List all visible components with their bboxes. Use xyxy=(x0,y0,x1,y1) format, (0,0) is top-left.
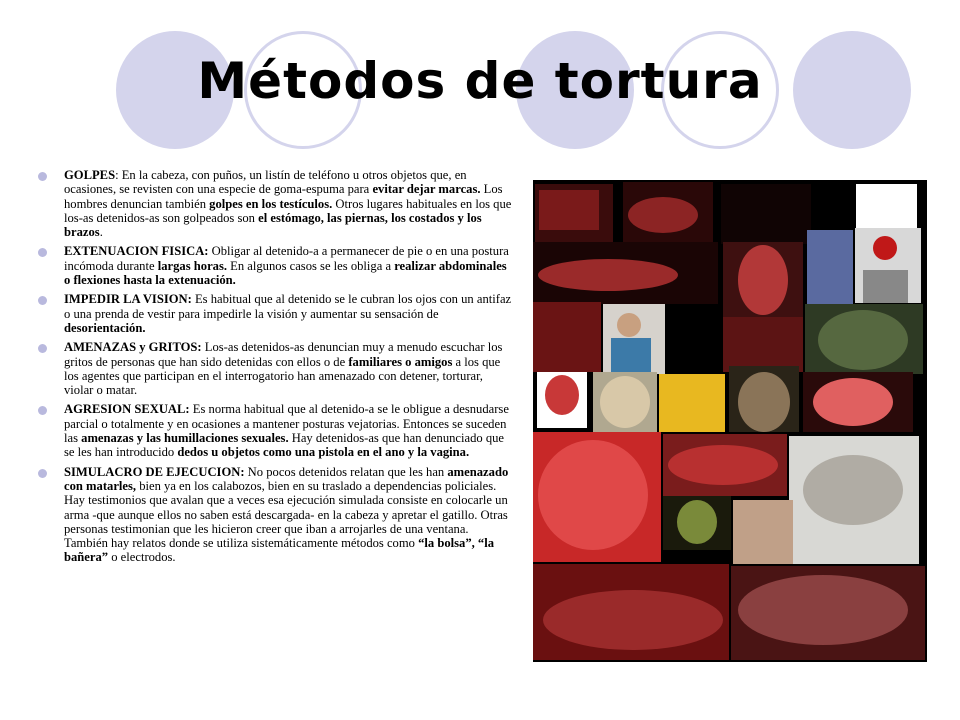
bullet-text-bold: dedos u objetos como una pistola en el ano y la vagina. xyxy=(177,445,470,460)
bullet-text: Es habitual que al detenido se le cubran los ojos con un antifaz o una prenda de vestir para impedirle la visión y aumentar su sensación de xyxy=(64,292,512,321)
photo-tile xyxy=(721,184,811,244)
photo-tile xyxy=(659,374,725,432)
photo-tile xyxy=(723,317,803,372)
bullet-item xyxy=(38,292,513,335)
bullet-text-bold: AGRESION SEXUAL: xyxy=(64,402,190,417)
bullet-text: Hay detenidos-as que han denunciado que se les han introducido xyxy=(64,431,505,460)
photo-tile xyxy=(807,230,853,305)
bullet-text-bold: familiares o amigos xyxy=(348,354,453,369)
bullet-text-bold: GOLPES xyxy=(64,168,116,182)
bullet-text-bold: amenazado con matarles, xyxy=(64,464,509,493)
bullet-icon xyxy=(38,344,47,353)
bullet-icon xyxy=(38,296,47,305)
bullet-text: . xyxy=(99,225,103,240)
bullet-item xyxy=(38,340,513,397)
photo-tile xyxy=(733,500,793,564)
photo-tile xyxy=(533,302,601,372)
bullet-item xyxy=(38,168,513,239)
bullet-item xyxy=(38,402,513,459)
photo-tile xyxy=(856,184,917,228)
bullet-text-bold: EXTENUACION FISICA: xyxy=(64,244,209,259)
bullet-text: Otros lugares habituales en los que los-as detenidos-as son golpeados son xyxy=(64,196,512,225)
bullet-text-bold: desorientación. xyxy=(64,320,146,335)
page-title: Métodos de tortura xyxy=(197,52,763,110)
bullet-text-bold: amenazas y las humillaciones sexuales. xyxy=(81,431,289,446)
bullet-icon xyxy=(38,172,47,181)
bullet-item xyxy=(38,465,513,565)
bullet-item xyxy=(38,244,513,287)
bullet-text: : En la cabeza, con puños, un listín de teléfono u otros objetos que, en ocasiones, se revisten con una especie de goma-espuma para xyxy=(64,168,467,197)
bullet-text: Los hombres denuncian también xyxy=(64,182,503,211)
photo-collage xyxy=(533,180,927,662)
bullet-text-bold: IMPEDIR LA VISION: xyxy=(64,292,192,307)
bullet-text: bien ya en los calabozos, bien en su traslado a dependencias policiales. Hay testimonios que avalan que a veces esa ejecución simulada consiste en colocarle un arma -que aunque ellos no saben está descargada- en la cabeza y apretar el gatillo. Otras personas testimonian que les hicieron creer que iban a arrojarles de una ventana. También hay relatos donde se utiliza sistemáticamente métodos como xyxy=(64,478,508,551)
bullet-icon xyxy=(38,406,47,415)
bullet-text-bold: largas horas. xyxy=(157,258,227,273)
bullet-text-bold: golpes en los testículos. xyxy=(209,196,333,211)
bullet-icon xyxy=(38,248,47,257)
bullet-text: No pocos detenidos relatan que les han xyxy=(244,464,448,479)
bullet-text-bold: AMENAZAS y GRITOS: xyxy=(64,340,202,355)
bullet-text-bold: evitar dejar marcas. xyxy=(372,182,481,197)
bullet-icon xyxy=(38,469,47,478)
bullet-text-bold: el estómago, las piernas, los costados y los brazos xyxy=(64,210,482,240)
collage-image xyxy=(533,180,927,662)
bullet-text-bold: SIMULACRO DE EJECUCION: xyxy=(64,464,245,479)
bullet-text: o electrodos. xyxy=(108,550,176,565)
bullet-text: Los-as detenidos-as denuncian muy a menudo escuchar los gritos de personas que han sido detenidas con ellos o de xyxy=(64,340,503,369)
bullet-text: Obligar al detenido-a a permanecer de pie o en una postura incómoda durante xyxy=(64,244,509,273)
bullet-list xyxy=(38,168,513,570)
bullet-text: En algunos casos se les obliga a xyxy=(227,258,395,273)
bullet-text-bold: “la bolsa”, “la bañera” xyxy=(64,536,495,565)
bullet-text-bold: realizar abdominales o flexiones hasta la extenuación. xyxy=(64,258,507,288)
bullet-text: Es norma habitual que al detenido-a se le obligue a desnudarse parcial o totalmente y en ocasiones a mantener posturas vejatorias. Entonces se suceden las xyxy=(64,402,509,446)
bullet-text: a los que los agentes que participan en el interrogatorio han amenazado con detener, torturar, violar o matar. xyxy=(64,354,501,398)
